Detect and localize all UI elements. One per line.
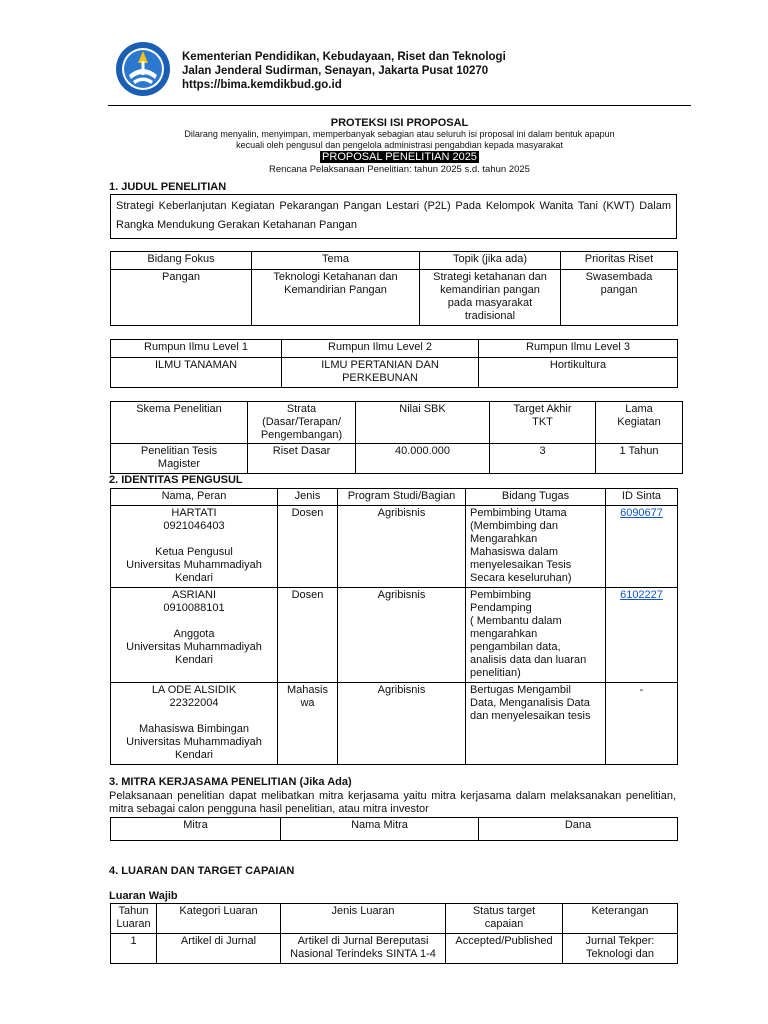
pengusul-jenis: Dosen [278, 588, 338, 683]
plan-text: Rencana Pelaksanaan Penelitian: tahun 2025 s.d. tahun 2025 [269, 164, 530, 175]
pengusul-tugas: Pembimbing Pendamping ( Membantu dalam mengarahkan pengambilan data, analisis data dan luaran penelitian) [466, 588, 606, 683]
ministry-address: Jalan Jenderal Sudirman, Senayan, Jakarta Pusat 10270 [182, 65, 489, 77]
luaran-header: Jenis Luaran [281, 904, 446, 934]
ministry-name: Kementerian Pendidikan, Kebudayaan, Riset dan Teknologi [182, 51, 506, 63]
luaran-header: Kategori Luaran [157, 904, 281, 934]
table-row [111, 934, 678, 964]
pengusul-jenis: Mahasis wa [278, 683, 338, 765]
skema-cell: 40.000.000 [356, 444, 490, 474]
skema-header: Skema Penelitian [111, 402, 248, 444]
rumpun-header: Rumpun Ilmu Level 2 [282, 340, 479, 358]
focus-header: Bidang Fokus [111, 252, 252, 270]
protection-line-1: Dilarang menyalin, menyimpan, memperbanyak sebagian atau seluruh isi proposal ini dalam bentuk apapun [184, 129, 615, 139]
skema-cell: Penelitian Tesis Magister [111, 444, 248, 474]
luaran-cell: Jurnal Tekper: Teknologi dan [563, 934, 678, 964]
pengusul-nama: ASRIANI 0910088101 Anggota Universitas Muhammadiyah Kendari [111, 588, 278, 683]
rumpun-header: Rumpun Ilmu Level 3 [479, 340, 678, 358]
pengusul-tugas: Bertugas Mengambil Data, Menganalisis Data dan menyelesaikan tesis [466, 683, 606, 765]
pengusul-prodi: Agribisnis [338, 588, 466, 683]
pengusul-prodi: Agribisnis [338, 506, 466, 588]
ministry-website[interactable]: https://bima.kemdikbud.go.id [182, 79, 342, 91]
focus-cell: Pangan [111, 270, 252, 326]
mitra-header: Nama Mitra [281, 818, 479, 841]
rumpun-cell: Hortikultura [479, 358, 678, 388]
luaran-header: Status target capaian [446, 904, 563, 934]
pengusul-header: Jenis [278, 489, 338, 506]
section-3-heading: 3. MITRA KERJASAMA PENELITIAN (Jika Ada) [109, 776, 352, 788]
research-title-box: Strategi Keberlanjutan Kegiatan Pekarangan Pangan Lestari (P2L) Pada Kelompok Wanita Tani (KWT) Dalam Rangka Mendukung Gerakan Ketahanan Pangan [110, 194, 677, 239]
pengusul-header: ID Sinta [606, 489, 678, 506]
section-4-heading: 4. LUARAN DAN TARGET CAPAIAN [109, 865, 295, 877]
pengusul-tugas: Pembimbing Utama (Membimbing dan Mengarahkan Mahasiswa dalam menyelesaikan Tesis Secara keseluruhan) [466, 506, 606, 588]
tut-wuri-handayani-logo-icon [115, 41, 171, 97]
sinta-link[interactable]: 6090677 [620, 507, 663, 519]
rumpun-cell: ILMU TANAMAN [111, 358, 282, 388]
table-row [111, 683, 678, 765]
pengusul-header: Program Studi/Bagian [338, 489, 466, 506]
luaran-header: Keterangan [563, 904, 678, 934]
protection-line-2: kecuali oleh pengusul dan pengelola administrasi pengabdian kepada masyarakat [236, 140, 563, 150]
proposal-label-wrap [108, 151, 691, 163]
rumpun-header: Rumpun Ilmu Level 1 [111, 340, 282, 358]
mitra-table [110, 817, 678, 841]
skema-cell: 3 [490, 444, 596, 474]
focus-cell: Strategi ketahanan dan kemandirian pangan pada masyarakat tradisional [420, 270, 561, 326]
skema-table [110, 401, 683, 474]
section-1-heading: 1. JUDUL PENELITIAN [109, 181, 227, 193]
mitra-header: Mitra [111, 818, 281, 841]
luaran-cell: Artikel di Jurnal [157, 934, 281, 964]
skema-header: Strata (Dasar/Terapan/ Pengembangan) [248, 402, 356, 444]
pengusul-sinta-cell [606, 506, 678, 588]
section-2-heading: 2. IDENTITAS PENGUSUL [109, 474, 243, 486]
pengusul-nama: HARTATI 0921046403 Ketua Pengusul Universitas Muhammadiyah Kendari [111, 506, 278, 588]
protection-title: PROTEKSI ISI PROPOSAL [330, 117, 469, 129]
focus-header: Prioritas Riset [561, 252, 678, 270]
pengusul-sinta-cell [606, 588, 678, 683]
pengusul-header: Nama, Peran [111, 489, 278, 506]
luaran-cell: 1 [111, 934, 157, 964]
pengusul-prodi: Agribisnis [338, 683, 466, 765]
skema-cell: 1 Tahun [596, 444, 683, 474]
skema-header: Nilai SBK [356, 402, 490, 444]
ministry-logo [115, 41, 171, 97]
mitra-header: Dana [479, 818, 678, 841]
focus-cell: Teknologi Ketahanan dan Kemandirian Pangan [252, 270, 420, 326]
rumpun-table [110, 339, 678, 388]
proposal-label: PROPOSAL PENELITIAN 2025 [322, 151, 477, 163]
luaran-table [110, 903, 678, 964]
header-divider [108, 105, 691, 106]
focus-cell: Swasembada pangan [561, 270, 678, 326]
pengusul-sinta: - [606, 683, 678, 765]
focus-table [110, 251, 678, 326]
table-row [111, 588, 678, 683]
skema-header: Lama Kegiatan [596, 402, 683, 444]
pengusul-header: Bidang Tugas [466, 489, 606, 506]
mitra-paragraph: Pelaksanaan penelitian dapat melibatkan mitra kerjasama yaitu mitra kerjasama dalam melaksanakan penelitian, mitra sebagai calon pengguna hasil penelitian, atau mitra investor [109, 790, 676, 815]
luaran-wajib-heading: Luaran Wajib [109, 890, 178, 902]
sinta-link[interactable]: 6102227 [620, 589, 663, 601]
luaran-cell: Artikel di Jurnal Bereputasi Nasional Terindeks SINTA 1-4 [281, 934, 446, 964]
skema-cell: Riset Dasar [248, 444, 356, 474]
focus-header: Tema [252, 252, 420, 270]
rumpun-cell: ILMU PERTANIAN DAN PERKEBUNAN [282, 358, 479, 388]
skema-header: Target Akhir TKT [490, 402, 596, 444]
pengusul-table [110, 488, 678, 765]
focus-header: Topik (jika ada) [420, 252, 561, 270]
table-row [111, 506, 678, 588]
pengusul-nama: LA ODE ALSIDIK 22322004 Mahasiswa Bimbingan Universitas Muhammadiyah Kendari [111, 683, 278, 765]
pengusul-jenis: Dosen [278, 506, 338, 588]
luaran-header: Tahun Luaran [111, 904, 157, 934]
luaran-cell: Accepted/Published [446, 934, 563, 964]
